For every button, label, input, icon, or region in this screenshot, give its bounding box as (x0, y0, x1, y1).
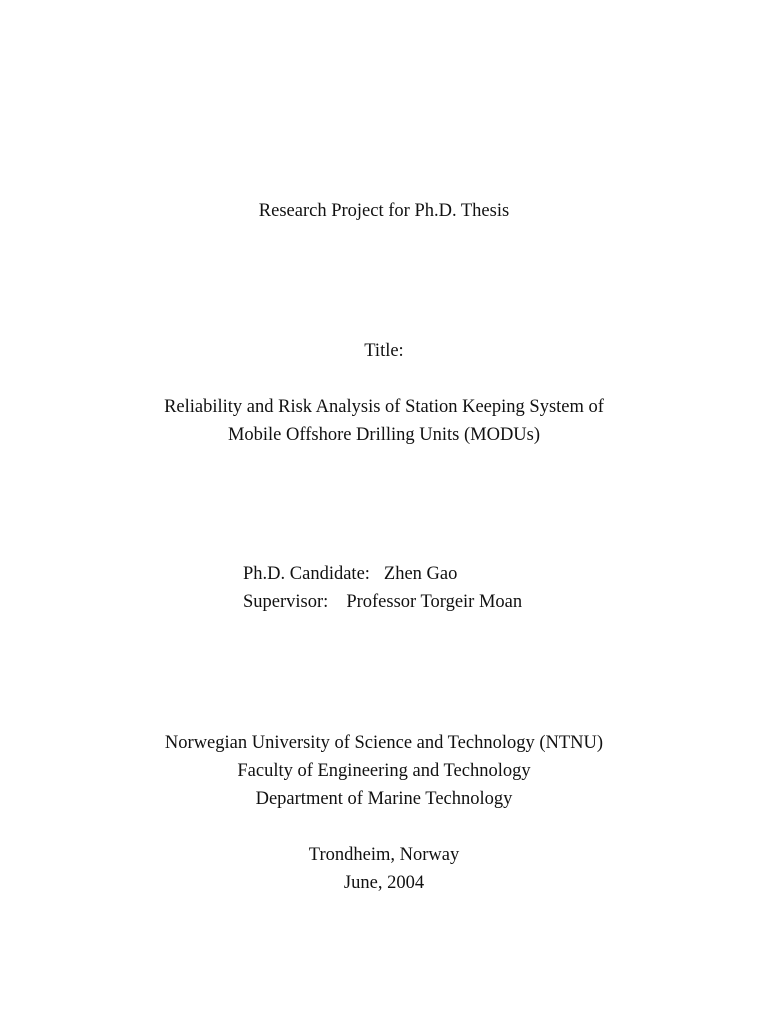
candidate-row (243, 563, 457, 585)
location: Trondheim, Norway (308, 845, 460, 865)
thesis-title-line-1: Reliability and Risk Analysis of Station Keeping System of (164, 397, 604, 417)
department-name: Department of Marine Technology (255, 789, 513, 809)
supervisor-name: Professor Torgeir Moan (346, 592, 523, 612)
supervisor-label: Supervisor: (243, 592, 329, 612)
candidate-label: Ph.D. Candidate: (243, 564, 370, 584)
thesis-title-line-2: Mobile Offshore Drilling Units (MODUs) (227, 425, 541, 445)
date: June, 2004 (343, 873, 425, 893)
supervisor-row (243, 591, 522, 613)
title-label: Title: (364, 341, 404, 361)
faculty-name: Faculty of Engineering and Technology (237, 761, 531, 781)
candidate-name: Zhen Gao (383, 564, 458, 584)
project-heading: Research Project for Ph.D. Thesis (258, 201, 510, 221)
university-name: Norwegian University of Science and Technology (NTNU) (164, 733, 604, 753)
